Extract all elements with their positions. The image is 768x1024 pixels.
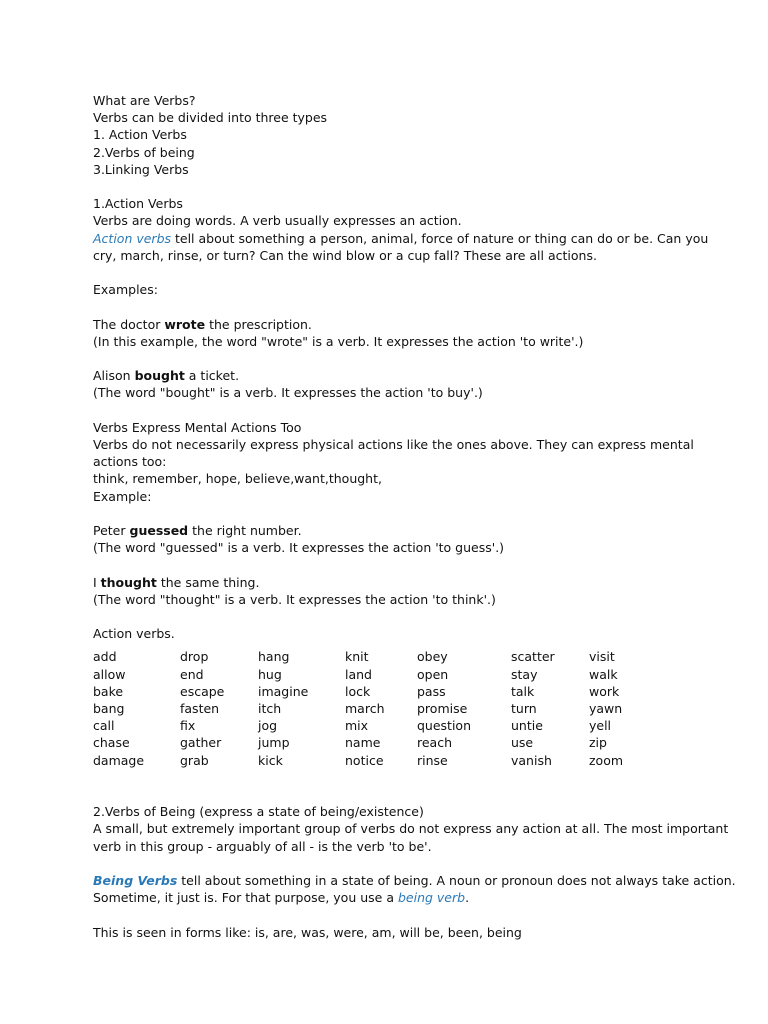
table-row <box>93 683 629 700</box>
table-cell: knit <box>345 649 369 665</box>
action-verb-table <box>93 648 629 768</box>
table-cell: name <box>345 735 381 751</box>
table-cell: notice <box>345 752 384 768</box>
example-verb: bought <box>134 368 185 384</box>
example-note-3: (The word "guessed" is a verb. It expresses the action 'to guess'.) <box>93 540 505 556</box>
example-verb: guessed <box>129 522 189 538</box>
table-cell: escape <box>180 683 225 699</box>
spacer <box>93 264 693 281</box>
being-verb-link[interactable]: being verb <box>397 890 466 906</box>
document-body <box>93 92 736 941</box>
spacer <box>93 505 693 522</box>
being-heading: 2.Verbs of Being (express a state of being/existence) <box>93 804 424 820</box>
action-definition: Verbs are doing words. A verb usually expresses an action. <box>93 213 462 229</box>
table-cell: kick <box>258 752 283 768</box>
table-cell: chase <box>93 735 130 751</box>
table-cell: bake <box>93 683 124 699</box>
mental-verb-list: think, remember, hope, believe,want,thought, <box>93 471 382 487</box>
table-cell: imagine <box>258 683 309 699</box>
table-cell: question <box>417 718 472 734</box>
table-cell: visit <box>589 649 615 665</box>
table-cell: jump <box>258 735 290 751</box>
sentence-text: a ticket. <box>184 368 240 384</box>
example-verb: thought <box>100 574 157 590</box>
type-item-1: 1. Action Verbs <box>93 127 187 143</box>
table-row <box>93 717 629 734</box>
table-cell: yell <box>589 718 612 734</box>
example-note-2: (The word "bought" is a verb. It expresses the action 'to buy'.) <box>93 385 483 401</box>
being-verbs-link[interactable]: Being Verbs <box>93 872 178 888</box>
mental-example-label: Example: <box>93 488 152 504</box>
spacer <box>93 608 693 625</box>
table-cell: fasten <box>180 700 220 716</box>
table-row <box>93 700 629 717</box>
table-row <box>93 752 629 769</box>
type-item-2: 2.Verbs of being <box>93 144 195 160</box>
spacer <box>93 855 693 872</box>
table-cell: scatter <box>511 649 555 665</box>
sentence-text: the prescription. <box>205 316 312 332</box>
being-description-line-2: verb in this group - arguably of all - is the verb 'to be'. <box>93 838 432 854</box>
mental-heading: Verbs Express Mental Actions Too <box>93 419 302 435</box>
intro-line: Verbs can be divided into three types <box>93 110 328 126</box>
table-cell: gather <box>180 735 222 751</box>
intro-title: What are Verbs? <box>93 93 196 108</box>
table-cell: use <box>511 735 534 751</box>
example-sentence-1 <box>93 316 693 333</box>
table-cell: zip <box>589 735 607 751</box>
table-cell: jog <box>258 718 278 734</box>
table-cell: land <box>345 666 372 682</box>
verb-table-label: Action verbs. <box>93 626 175 642</box>
table-cell: rinse <box>417 752 448 768</box>
being-description-line-4 <box>93 889 693 906</box>
example-sentence-4 <box>93 574 693 591</box>
being-description-text: . <box>465 890 470 906</box>
table-row <box>93 648 629 665</box>
sentence-text: I <box>93 574 101 590</box>
mental-description-line-1: Verbs do not necessarily express physical actions like the ones above. They can express mental <box>93 436 694 452</box>
type-item-3: 3.Linking Verbs <box>93 161 189 177</box>
table-cell: zoom <box>589 752 624 768</box>
spacer <box>93 556 693 573</box>
action-description-text: tell about something a person, animal, force of nature or thing can do or be. Can you <box>171 230 709 246</box>
action-description-line-1 <box>93 230 709 247</box>
sentence-text: Peter <box>93 522 130 538</box>
table-cell: fix <box>180 718 196 734</box>
action-verbs-link[interactable]: Action verbs <box>93 230 172 246</box>
being-forms: This is seen in forms like: is, are, was, were, am, will be, been, being <box>93 924 522 940</box>
table-cell: obey <box>417 649 448 665</box>
example-note-4: (The word "thought" is a verb. It expresses the action 'to think'.) <box>93 591 496 607</box>
table-cell: call <box>93 718 115 734</box>
table-row <box>93 666 629 683</box>
table-cell: work <box>589 683 620 699</box>
table-cell: add <box>93 649 117 665</box>
being-description-line-3 <box>93 872 736 889</box>
mental-description-line-2: actions too: <box>93 454 167 470</box>
spacer <box>93 786 693 803</box>
action-heading: 1.Action Verbs <box>93 196 183 212</box>
being-description-text: Sometime, it just is. For that purpose, you use a <box>93 890 398 906</box>
table-cell: walk <box>589 666 618 682</box>
table-cell: vanish <box>511 752 552 768</box>
table-cell: talk <box>511 683 535 699</box>
being-description-text: tell about something in a state of being. A noun or pronoun does not always take action. <box>177 872 736 888</box>
spacer <box>93 298 693 315</box>
example-sentence-2 <box>93 367 693 384</box>
sentence-text: Alison <box>93 368 135 384</box>
sentence-text: The doctor <box>93 316 165 332</box>
table-cell: lock <box>345 683 371 699</box>
table-cell: end <box>180 666 204 682</box>
table-cell: bang <box>93 700 125 716</box>
table-cell: untie <box>511 718 543 734</box>
table-cell: yawn <box>589 700 623 716</box>
examples-label: Examples: <box>93 282 158 298</box>
table-cell: hang <box>258 649 290 665</box>
action-description-line-2: cry, march, rinse, or turn? Can the wind blow or a cup fall? These are all actions. <box>93 247 597 263</box>
spacer <box>93 350 693 367</box>
table-cell: itch <box>258 700 282 716</box>
example-note-1: (In this example, the word "wrote" is a verb. It expresses the action 'to write'.) <box>93 333 584 349</box>
example-verb: wrote <box>164 316 206 332</box>
table-cell: open <box>417 666 449 682</box>
table-cell: grab <box>180 752 209 768</box>
being-description-line-1: A small, but extremely important group of verbs do not express any action at all. The most important <box>93 821 729 837</box>
table-cell: pass <box>417 683 446 699</box>
table-cell: mix <box>345 718 369 734</box>
table-cell: promise <box>417 700 468 716</box>
verb-table-body <box>93 648 629 768</box>
table-cell: damage <box>93 752 145 768</box>
table-cell: reach <box>417 735 453 751</box>
spacer <box>93 178 693 195</box>
sentence-text: the same thing. <box>156 574 260 590</box>
table-cell: march <box>345 700 385 716</box>
table-row <box>93 734 629 751</box>
spacer <box>93 769 693 786</box>
table-cell: drop <box>180 649 209 665</box>
table-cell: turn <box>511 700 537 716</box>
spacer <box>93 402 693 419</box>
example-sentence-3 <box>93 522 693 539</box>
sentence-text: the right number. <box>188 522 302 538</box>
spacer <box>93 906 693 923</box>
table-cell: stay <box>511 666 538 682</box>
table-cell: hug <box>258 666 282 682</box>
table-cell: allow <box>93 666 126 682</box>
